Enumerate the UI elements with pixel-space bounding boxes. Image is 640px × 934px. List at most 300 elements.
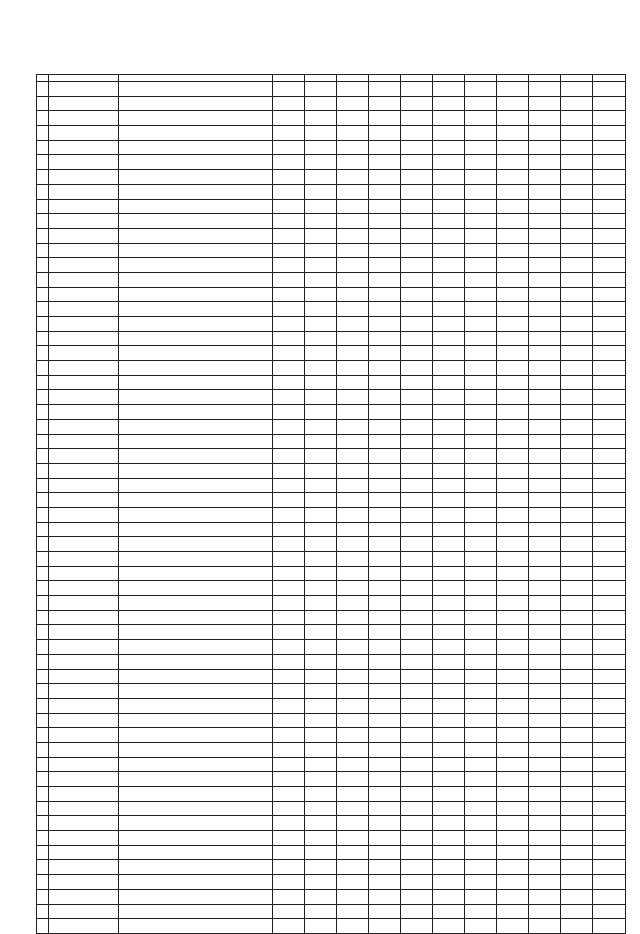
column-header <box>305 75 337 82</box>
table-cell <box>37 889 49 904</box>
table-cell <box>465 390 497 405</box>
table-cell <box>305 463 337 478</box>
table-cell <box>119 96 273 111</box>
table-cell <box>561 757 593 772</box>
table-cell <box>529 537 561 552</box>
table-cell <box>465 889 497 904</box>
table-cell <box>593 331 626 346</box>
table-cell <box>305 522 337 537</box>
table-cell <box>119 919 273 934</box>
table-cell <box>273 522 305 537</box>
table-cell <box>561 214 593 229</box>
table-cell <box>433 757 465 772</box>
table-cell <box>497 787 529 802</box>
table-cell <box>465 845 497 860</box>
column-header <box>369 75 401 82</box>
table-cell <box>497 82 529 97</box>
table-cell <box>433 889 465 904</box>
table-cell <box>433 713 465 728</box>
table-cell <box>433 199 465 214</box>
table-cell <box>433 522 465 537</box>
table-cell <box>497 272 529 287</box>
table-cell <box>529 126 561 141</box>
table-cell <box>529 478 561 493</box>
table-cell <box>305 875 337 890</box>
table-cell <box>401 493 433 508</box>
table-cell <box>273 214 305 229</box>
table-cell <box>433 537 465 552</box>
table-cell <box>401 552 433 567</box>
table-cell <box>369 140 401 155</box>
table-cell <box>37 875 49 890</box>
table-cell <box>401 889 433 904</box>
table-cell <box>305 214 337 229</box>
table-row <box>37 96 626 111</box>
table-cell <box>497 801 529 816</box>
table-cell <box>49 228 119 243</box>
table-cell <box>369 831 401 846</box>
table-cell <box>593 596 626 611</box>
table-cell <box>369 860 401 875</box>
table-cell <box>401 566 433 581</box>
table-cell <box>119 228 273 243</box>
table-cell <box>465 669 497 684</box>
table-cell <box>37 757 49 772</box>
table-cell <box>305 302 337 317</box>
table-row <box>37 596 626 611</box>
table-cell <box>273 845 305 860</box>
table-cell <box>273 757 305 772</box>
table-cell <box>369 537 401 552</box>
table-cell <box>561 434 593 449</box>
table-cell <box>305 801 337 816</box>
table-cell <box>465 287 497 302</box>
table-row <box>37 728 626 743</box>
table-cell <box>465 640 497 655</box>
table-cell <box>529 919 561 934</box>
table-row <box>37 243 626 258</box>
table-cell <box>37 831 49 846</box>
table-cell <box>401 228 433 243</box>
table-cell <box>49 463 119 478</box>
table-row <box>37 845 626 860</box>
table-cell <box>305 831 337 846</box>
table-cell <box>593 875 626 890</box>
table-cell <box>433 742 465 757</box>
table-cell <box>305 140 337 155</box>
table-cell <box>49 434 119 449</box>
table-cell <box>593 816 626 831</box>
table-cell <box>49 889 119 904</box>
table-cell <box>337 184 369 199</box>
table-cell <box>273 463 305 478</box>
table-cell <box>529 155 561 170</box>
table-cell <box>49 361 119 376</box>
table-cell <box>561 258 593 273</box>
table-cell <box>401 302 433 317</box>
table-cell <box>369 375 401 390</box>
table-cell <box>305 361 337 376</box>
table-cell <box>37 272 49 287</box>
table-cell <box>433 317 465 332</box>
table-cell <box>49 302 119 317</box>
column-header <box>337 75 369 82</box>
table-cell <box>433 449 465 464</box>
table-cell <box>561 860 593 875</box>
table-cell <box>497 170 529 185</box>
table-cell <box>593 757 626 772</box>
table-cell <box>49 816 119 831</box>
table-cell <box>433 228 465 243</box>
table-cell <box>337 126 369 141</box>
table-cell <box>337 552 369 567</box>
table-cell <box>305 375 337 390</box>
table-cell <box>49 184 119 199</box>
table-cell <box>561 449 593 464</box>
table-cell <box>37 405 49 420</box>
table-cell <box>593 419 626 434</box>
table-cell <box>433 302 465 317</box>
table-cell <box>433 463 465 478</box>
table-cell <box>401 272 433 287</box>
table-cell <box>593 449 626 464</box>
table-cell <box>119 302 273 317</box>
table-cell <box>305 272 337 287</box>
table-cell <box>561 875 593 890</box>
table-cell <box>369 478 401 493</box>
table-cell <box>49 552 119 567</box>
table-cell <box>465 596 497 611</box>
table-cell <box>369 243 401 258</box>
table-cell <box>401 507 433 522</box>
table-cell <box>529 816 561 831</box>
table-cell <box>337 875 369 890</box>
table-cell <box>433 566 465 581</box>
table-cell <box>49 860 119 875</box>
table-cell <box>465 522 497 537</box>
table-cell <box>337 199 369 214</box>
table-cell <box>529 728 561 743</box>
table-cell <box>369 742 401 757</box>
table-header-row <box>37 75 626 82</box>
table-cell <box>273 478 305 493</box>
table-cell <box>369 845 401 860</box>
table-cell <box>37 640 49 655</box>
table-cell <box>401 610 433 625</box>
table-cell <box>529 860 561 875</box>
table-cell <box>337 361 369 376</box>
table-cell <box>497 669 529 684</box>
table-cell <box>305 419 337 434</box>
table-cell <box>497 860 529 875</box>
table-cell <box>465 126 497 141</box>
table-cell <box>305 919 337 934</box>
table-cell <box>433 361 465 376</box>
table-cell <box>119 713 273 728</box>
table-cell <box>119 552 273 567</box>
table-cell <box>401 463 433 478</box>
table-cell <box>401 287 433 302</box>
table-cell <box>593 478 626 493</box>
table-cell <box>529 904 561 919</box>
table-cell <box>119 272 273 287</box>
table-cell <box>273 787 305 802</box>
table-cell <box>593 346 626 361</box>
table-cell <box>49 610 119 625</box>
table-cell <box>529 170 561 185</box>
table-cell <box>49 317 119 332</box>
table-cell <box>465 801 497 816</box>
table-row <box>37 375 626 390</box>
table-row <box>37 405 626 420</box>
table-cell <box>305 287 337 302</box>
column-header <box>497 75 529 82</box>
table-cell <box>273 816 305 831</box>
table-cell <box>465 507 497 522</box>
table-cell <box>337 493 369 508</box>
table-cell <box>497 258 529 273</box>
table-cell <box>337 669 369 684</box>
table-cell <box>561 596 593 611</box>
table-cell <box>593 170 626 185</box>
table-cell <box>37 184 49 199</box>
table-cell <box>37 698 49 713</box>
table-cell <box>593 375 626 390</box>
table-cell <box>273 596 305 611</box>
table-cell <box>273 698 305 713</box>
table-row <box>37 537 626 552</box>
table-cell <box>273 287 305 302</box>
table-cell <box>401 772 433 787</box>
table-cell <box>273 625 305 640</box>
table-cell <box>305 581 337 596</box>
table-cell <box>593 713 626 728</box>
table-cell <box>337 375 369 390</box>
table-cell <box>305 889 337 904</box>
table-cell <box>593 140 626 155</box>
table-cell <box>561 155 593 170</box>
table-cell <box>593 742 626 757</box>
table-cell <box>49 199 119 214</box>
table-cell <box>369 654 401 669</box>
table-cell <box>433 596 465 611</box>
table-cell <box>369 184 401 199</box>
table-cell <box>401 96 433 111</box>
table-row <box>37 463 626 478</box>
table-cell <box>305 434 337 449</box>
table-cell <box>37 742 49 757</box>
table-cell <box>561 772 593 787</box>
table-cell <box>305 243 337 258</box>
table-cell <box>273 507 305 522</box>
table-cell <box>497 140 529 155</box>
table-cell <box>37 507 49 522</box>
table-cell <box>337 287 369 302</box>
table-cell <box>497 596 529 611</box>
table-cell <box>497 463 529 478</box>
table-cell <box>369 258 401 273</box>
table-cell <box>401 625 433 640</box>
table-cell <box>369 904 401 919</box>
table-cell <box>305 507 337 522</box>
table-cell <box>529 375 561 390</box>
table-cell <box>497 640 529 655</box>
table-row <box>37 258 626 273</box>
table-cell <box>529 625 561 640</box>
table-cell <box>465 610 497 625</box>
table-cell <box>119 610 273 625</box>
table-cell <box>37 522 49 537</box>
table-cell <box>433 919 465 934</box>
table-row <box>37 669 626 684</box>
table-cell <box>465 478 497 493</box>
table-cell <box>593 904 626 919</box>
table-cell <box>593 507 626 522</box>
table-cell <box>529 82 561 97</box>
table-cell <box>369 772 401 787</box>
table-cell <box>49 757 119 772</box>
table-cell <box>529 654 561 669</box>
table-cell <box>529 243 561 258</box>
table-cell <box>465 816 497 831</box>
table-cell <box>465 713 497 728</box>
table-cell <box>529 566 561 581</box>
table-cell <box>529 757 561 772</box>
table-cell <box>119 405 273 420</box>
table-cell <box>305 728 337 743</box>
table-cell <box>433 493 465 508</box>
table-cell <box>37 82 49 97</box>
table-cell <box>593 698 626 713</box>
table-cell <box>37 317 49 332</box>
table-row <box>37 228 626 243</box>
table-cell <box>337 96 369 111</box>
table-row <box>37 919 626 934</box>
table-cell <box>305 860 337 875</box>
table-cell <box>433 126 465 141</box>
table-cell <box>561 228 593 243</box>
table-row <box>37 889 626 904</box>
table-cell <box>49 375 119 390</box>
table-cell <box>305 787 337 802</box>
table-cell <box>529 581 561 596</box>
table-cell <box>593 787 626 802</box>
table-cell <box>273 96 305 111</box>
table-cell <box>561 787 593 802</box>
table-cell <box>401 698 433 713</box>
table-cell <box>37 537 49 552</box>
table-cell <box>465 170 497 185</box>
table-cell <box>433 698 465 713</box>
table-cell <box>49 258 119 273</box>
table-cell <box>49 728 119 743</box>
table-cell <box>497 243 529 258</box>
table-cell <box>369 405 401 420</box>
table-row <box>37 904 626 919</box>
table-cell <box>273 199 305 214</box>
table-cell <box>593 126 626 141</box>
table-cell <box>561 728 593 743</box>
table-cell <box>49 684 119 699</box>
table-cell <box>529 434 561 449</box>
table-cell <box>273 140 305 155</box>
table-row <box>37 449 626 464</box>
table-cell <box>529 463 561 478</box>
table-cell <box>561 522 593 537</box>
table-cell <box>37 816 49 831</box>
table-cell <box>497 698 529 713</box>
table-cell <box>273 449 305 464</box>
table-cell <box>561 96 593 111</box>
table-cell <box>401 111 433 126</box>
table-cell <box>465 654 497 669</box>
table-cell <box>369 507 401 522</box>
table-cell <box>433 346 465 361</box>
table-cell <box>593 463 626 478</box>
table-cell <box>529 493 561 508</box>
table-cell <box>49 331 119 346</box>
table-cell <box>273 170 305 185</box>
table-cell <box>37 845 49 860</box>
table-cell <box>465 82 497 97</box>
table-cell <box>305 640 337 655</box>
table-cell <box>593 272 626 287</box>
table-cell <box>561 904 593 919</box>
table-cell <box>305 331 337 346</box>
table-cell <box>337 214 369 229</box>
table-cell <box>593 96 626 111</box>
table-cell <box>369 199 401 214</box>
table-cell <box>529 875 561 890</box>
table-cell <box>497 919 529 934</box>
table-cell <box>593 493 626 508</box>
table-row <box>37 82 626 97</box>
table-cell <box>49 919 119 934</box>
table-cell <box>561 346 593 361</box>
table-cell <box>497 434 529 449</box>
table-cell <box>561 713 593 728</box>
table-cell <box>561 331 593 346</box>
table-cell <box>273 82 305 97</box>
table-row <box>37 493 626 508</box>
table-cell <box>433 728 465 743</box>
table-cell <box>305 405 337 420</box>
table-cell <box>369 272 401 287</box>
table-cell <box>433 375 465 390</box>
table-cell <box>337 596 369 611</box>
table-cell <box>305 537 337 552</box>
table-row <box>37 787 626 802</box>
table-cell <box>433 684 465 699</box>
table-cell <box>37 419 49 434</box>
table-cell <box>433 787 465 802</box>
table-cell <box>273 728 305 743</box>
table-cell <box>337 419 369 434</box>
table-row <box>37 214 626 229</box>
table-cell <box>401 331 433 346</box>
table-cell <box>497 126 529 141</box>
table-cell <box>497 875 529 890</box>
table-cell <box>497 302 529 317</box>
table-cell <box>369 155 401 170</box>
table-row <box>37 801 626 816</box>
table-cell <box>337 82 369 97</box>
table-cell <box>561 919 593 934</box>
table-cell <box>369 346 401 361</box>
table-cell <box>529 610 561 625</box>
table-cell <box>497 390 529 405</box>
table-cell <box>37 801 49 816</box>
